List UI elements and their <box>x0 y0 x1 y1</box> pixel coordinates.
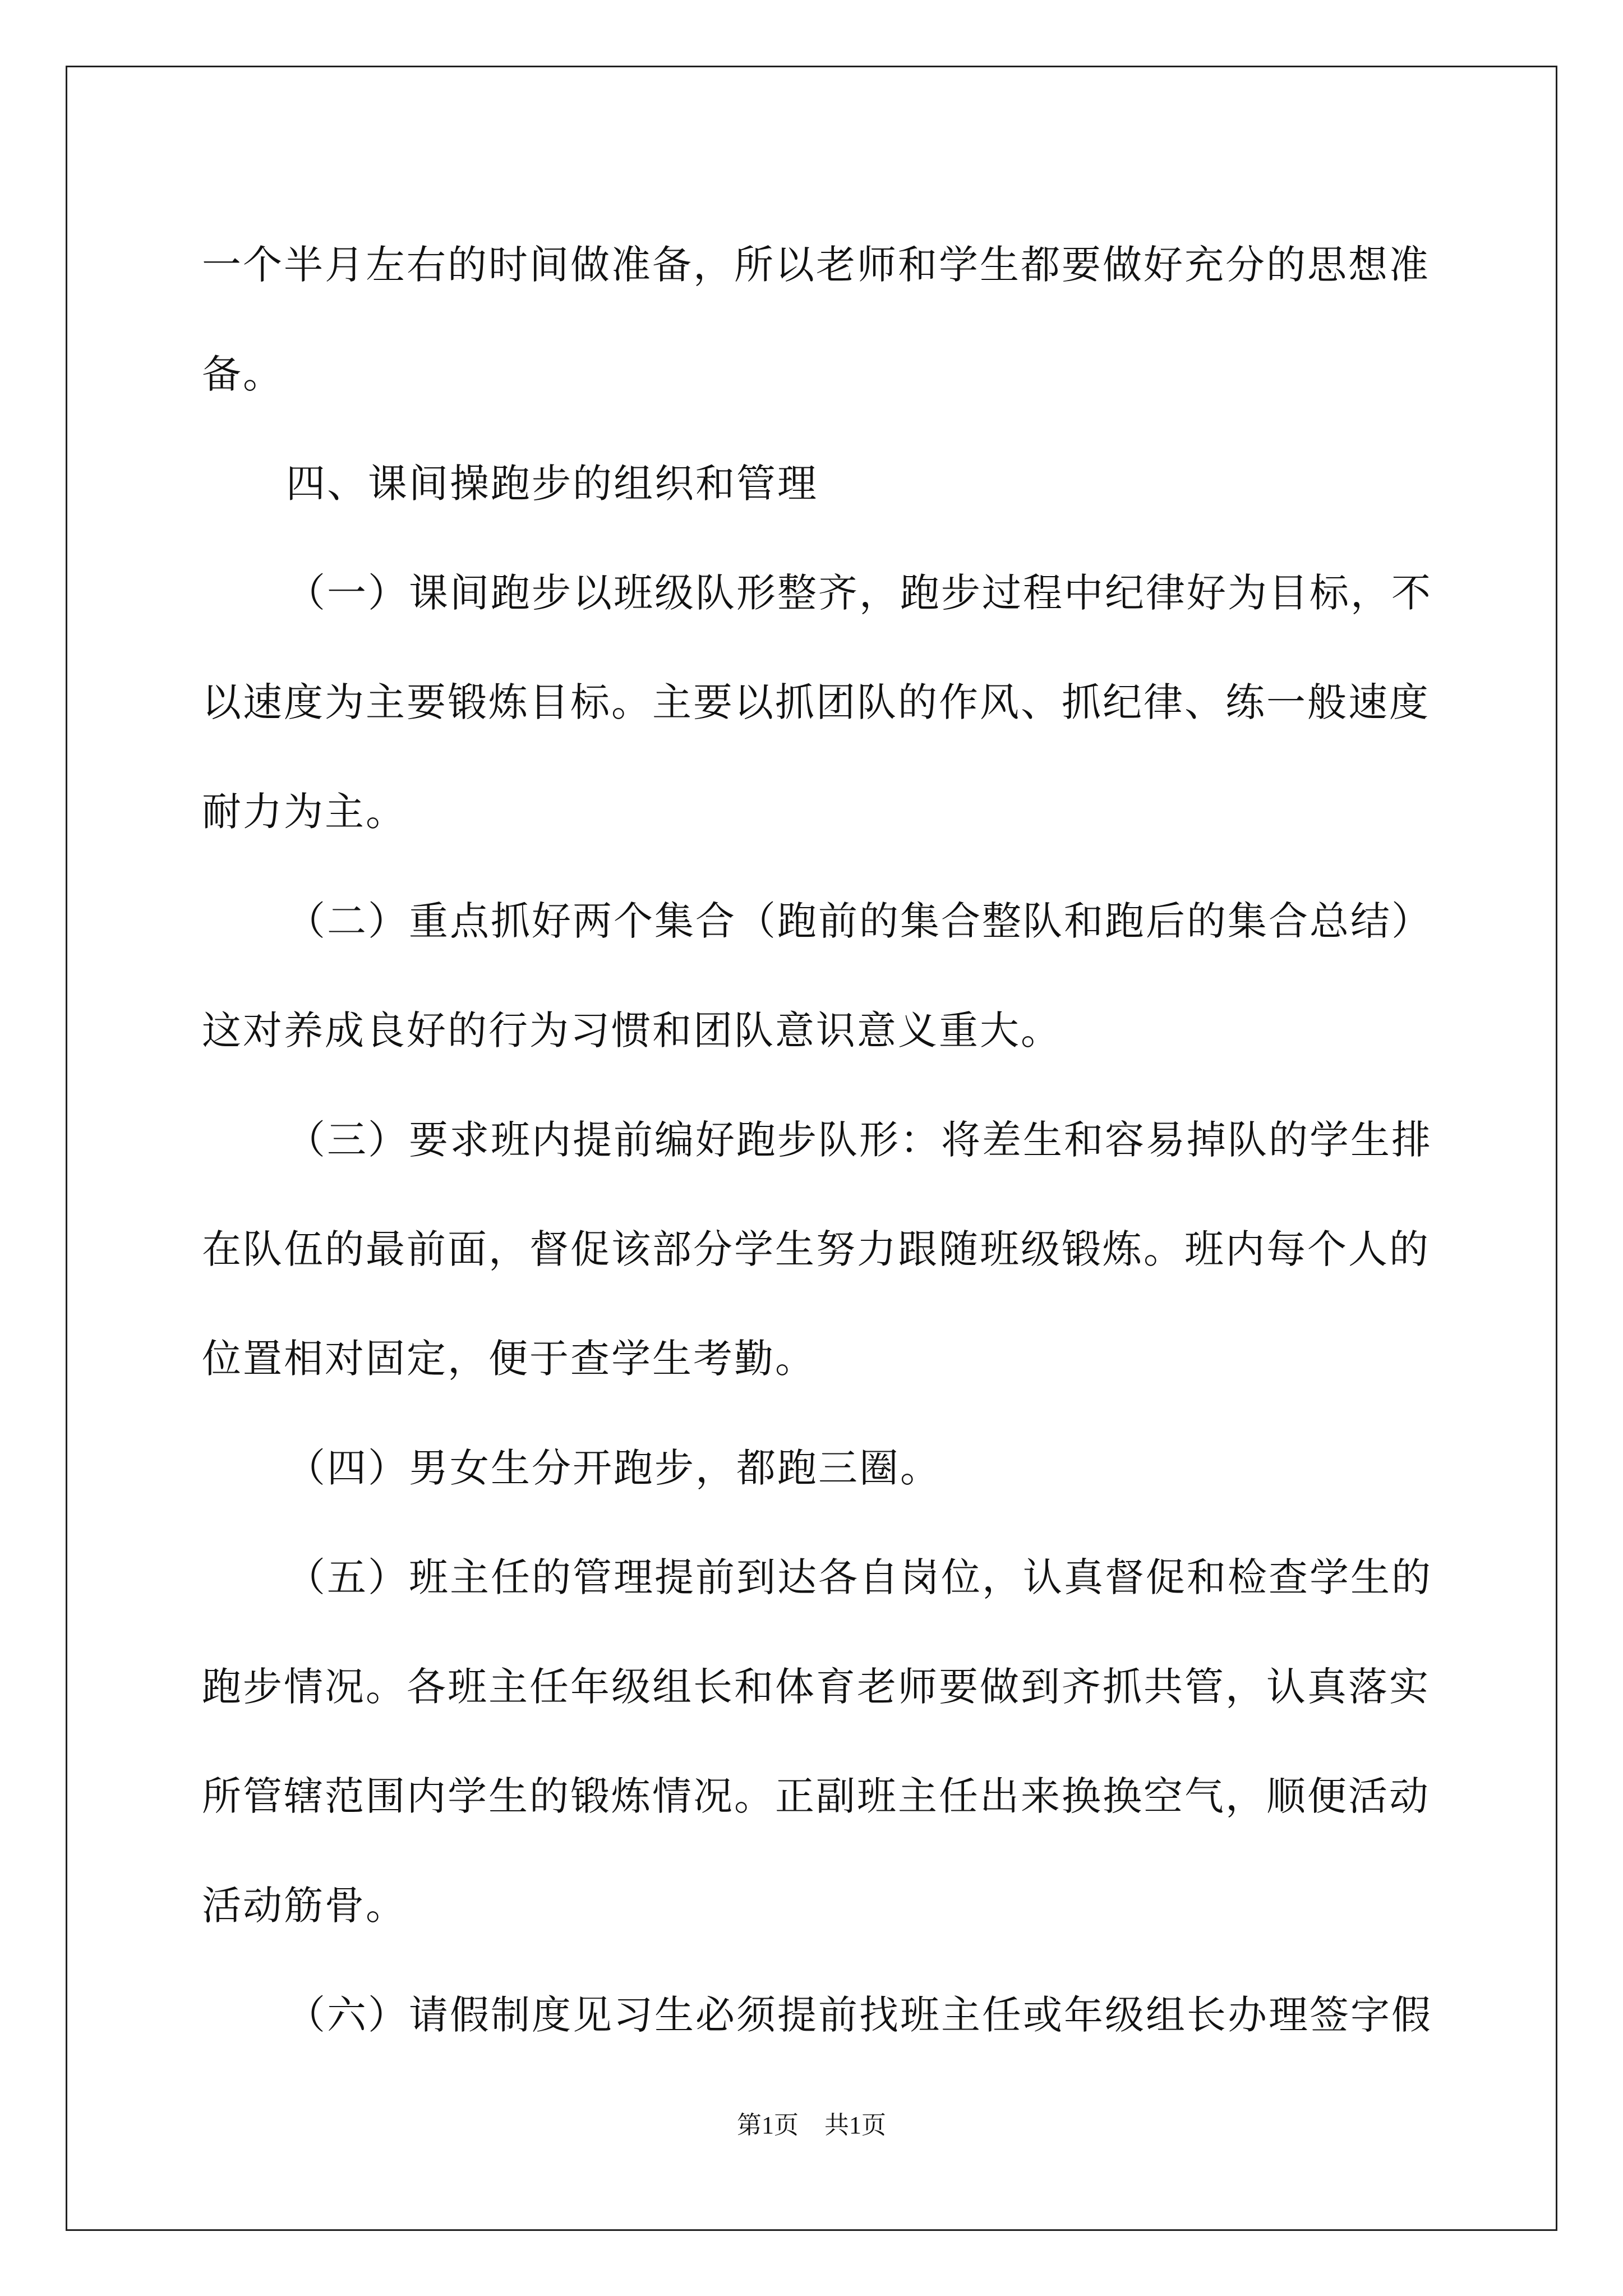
text-line: （六）请假制度见习生必须提前找班主任或年级组长办理签字假 <box>286 1992 1432 2038</box>
text-line: 活动筋骨。 <box>202 1883 407 1929</box>
page-footer <box>0 2105 1623 2141</box>
document-body <box>202 210 1432 2070</box>
text-line: 在队伍的最前面，督促该部分学生努力跟随班级锻炼。班内每个人的 <box>202 1226 1430 1272</box>
text-line: （四）男女生分开跑步，都跑三圈。 <box>286 1445 941 1491</box>
text-line: 位置相对固定，便于查学生考勤。 <box>202 1336 816 1382</box>
text-line: （三）要求班内提前编好跑步队形：将差生和容易掉队的学生排 <box>286 1117 1432 1163</box>
text-line: 以速度为主要锻炼目标。主要以抓团队的作风、抓纪律、练一般速度 <box>202 679 1430 725</box>
text-line: 所管辖范围内学生的锻炼情况。正副班主任出来换换空气，顺便活动 <box>202 1773 1430 1819</box>
page-number: 第1页 <box>737 2111 799 2139</box>
text-line: 这对养成良好的行为习惯和团队意识意义重大。 <box>202 1007 1062 1053</box>
text-line: 耐力为主。 <box>202 789 407 835</box>
text-line: 一个半月左右的时间做准备，所以老师和学生都要做好充分的思想准 <box>202 242 1430 288</box>
text-line: （一）课间跑步以班级队形整齐，跑步过程中纪律好为目标，不 <box>286 570 1432 616</box>
page-total: 共1页 <box>824 2111 886 2139</box>
text-line: （二）重点抓好两个集合（跑前的集合整队和跑后的集合总结） <box>286 898 1432 944</box>
text-line: （五）班主任的管理提前到达各自岗位，认真督促和检查学生的 <box>286 1554 1432 1600</box>
text-line: 备。 <box>202 351 284 397</box>
section-heading: 四、课间操跑步的组织和管理 <box>286 461 818 507</box>
text-line: 跑步情况。各班主任年级组长和体育老师要做到齐抓共管，认真落实 <box>202 1664 1430 1710</box>
